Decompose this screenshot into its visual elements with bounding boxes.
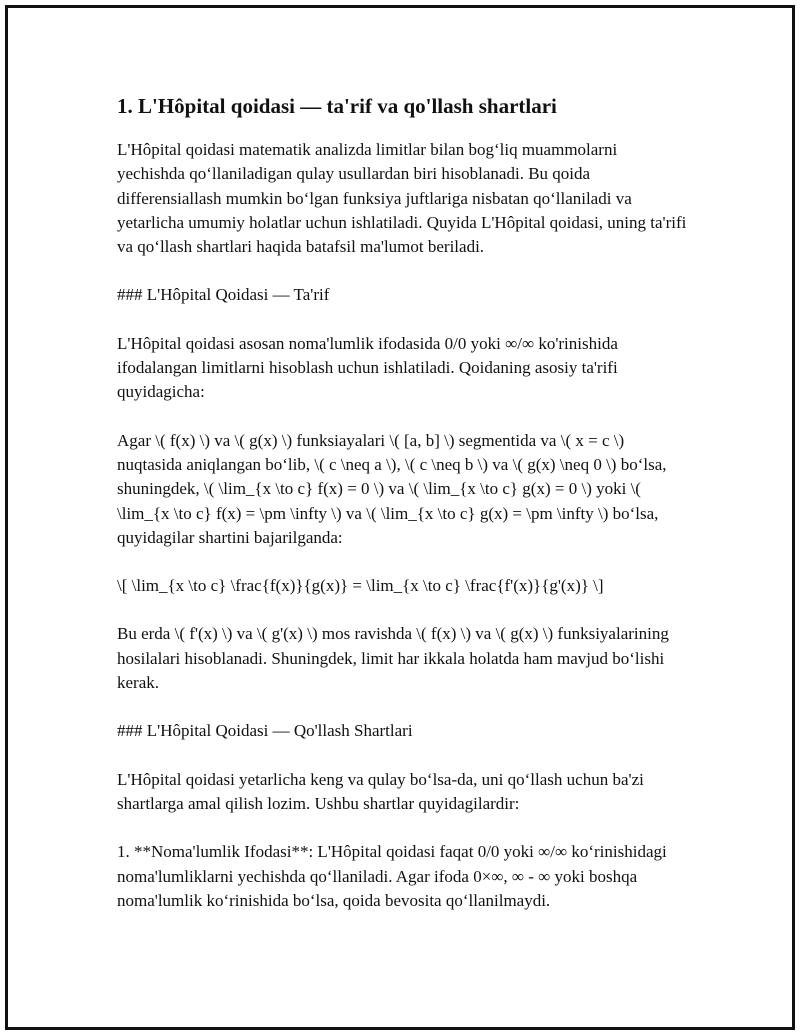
- derivatives-paragraph: Bu erda \( f'(x) \) va \( g'(x) \) mos ravishda \( f(x) \) va \( g(x) \) funksiyalarining hosilalari hisoblanadi. Shuningdek, limit har ikkala holatda ham mavjud bo‘lishi kerak.: [117, 624, 669, 693]
- definition-conditions-paragraph: Agar \( f(x) \) va \( g(x) \) funksiayalari \( [a, b] \) segmentida va \( x = c \) nuqtasida aniqlangan bo‘lib, \( c \neq a \), \( c \neq b \) va \( g(x) \neq 0 \) bo‘lsa, shuningdek, \( \lim_{x \to c} f(x) = 0 \) va \( \lim_{x \to c} g(x) = 0 \) yoki \( \lim_{x \to c} f(x) = \pm \infty \) va \( \lim_{x \to c} g(x) = \pm \infty \) bo‘lsa, quyidagilar shartini bajarilganda:: [117, 430, 667, 547]
- formula-line: \[ \lim_{x \to c} \frac{f(x)}{g(x)} = \lim_{x \to c} \frac{f'(x)}{g'(x)} \]: [117, 576, 604, 596]
- section-heading-definition: ### L'Hôpital Qoidasi — Ta'rif: [117, 285, 330, 305]
- conditions-intro-paragraph: L'Hôpital qoidasi yetarlicha keng va qulay bo‘lsa-da, uni qo‘llash uchun ba'zi shartlarga amal qilish lozim. Ushbu shartlar quyidagilardir:: [117, 769, 644, 813]
- section-heading-conditions: ### L'Hôpital Qoidasi — Qo'llash Shartlari: [117, 721, 413, 741]
- document-title: 1. L'Hôpital qoidasi — ta'rif va qo'llash shartlari: [117, 94, 557, 118]
- document-body: [117, 92, 687, 937]
- intro-paragraph: L'Hôpital qoidasi matematik analizda limitlar bilan bog‘liq muammolarni yechishda qo‘llaniladigan qulay usullardan biri hisoblanadi. Bu qoida differensiallash mumkin bo‘lgan funksiya juftlariga nisbatan qo‘llaniladi va yetarlicha umumiy holatlar uchun ishlatiladi. Quyida L'Hôpital qoidasi, uning ta'rifi va qo‘llash shartlari haqida batafsil ma'lumot beriladi.: [117, 140, 687, 257]
- condition-item-1: 1. **Noma'lumlik Ifodasi**: L'Hôpital qoidasi faqat 0/0 yoki ∞/∞ ko‘rinishidagi noma'lumliklarni yechishda qo‘llaniladi. Agar ifoda 0×∞, ∞ - ∞ yoki boshqa noma'lumlik ko‘rinishida bo‘lsa, qoida bevosita qo‘llanilmaydi.: [117, 842, 667, 910]
- definition-intro-paragraph: L'Hôpital qoidasi asosan noma'lumlik ifodasida 0/0 yoki ∞/∞ ko'rinishida ifodalangan limitlarni hisoblash uchun ishlatiladi. Qoidaning asosiy ta'rifi quyidagicha:: [117, 333, 618, 402]
